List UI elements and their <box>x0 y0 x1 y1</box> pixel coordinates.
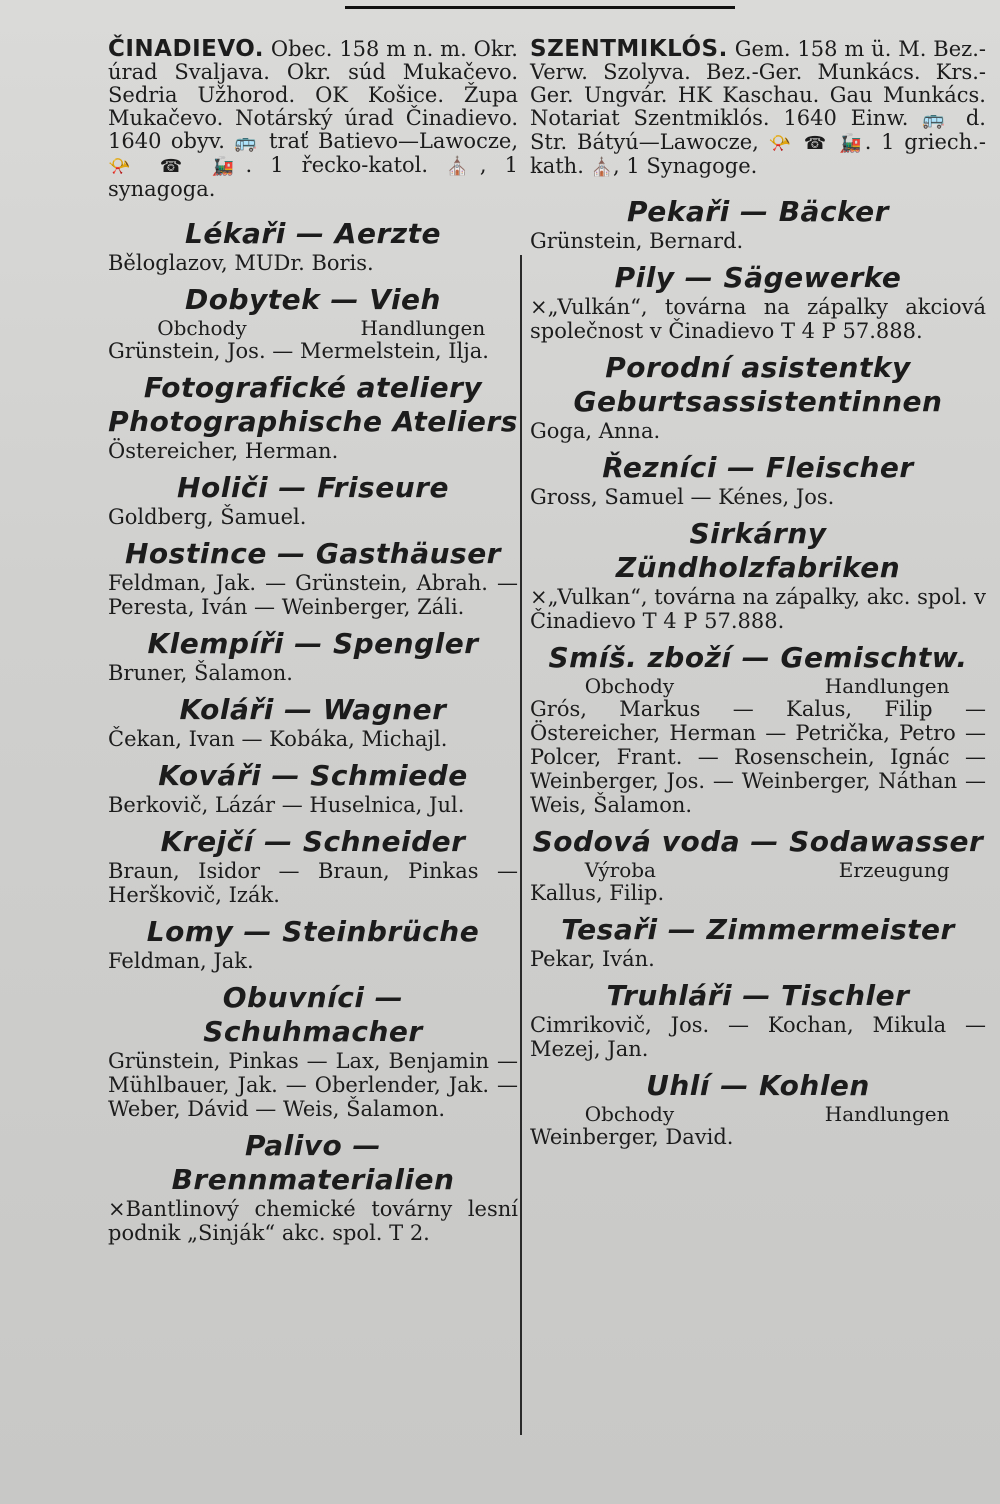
town-synagogue-text: , 1 Synagoge. <box>613 154 758 178</box>
directory-section <box>530 825 986 905</box>
section-entries: Běloglazov, MUDr. Boris. <box>108 251 374 275</box>
subheading-german: Handlungen <box>824 1102 950 1126</box>
subheading-german: Handlungen <box>824 674 950 698</box>
section-entries: Berkovič, Lázár — Huselnica, Jul. <box>108 793 465 817</box>
section-subheading <box>530 1103 986 1125</box>
section-heading-secondary: Geburtsassistentinnen <box>573 385 943 418</box>
section-entries: Grünstein, Bernard. <box>530 229 744 253</box>
subheading-czech: Obchody <box>157 316 247 340</box>
subheading-czech: Obchody <box>584 1102 675 1126</box>
town-description: Obec. 158 m n. m. Okr. úrad Svaljava. Okr. súd Mukačevo. Sedria Užhorod. OK Košice. Župa Mukačevo. Notárský úrad Činadievo. 1640 obyv. <box>108 37 518 153</box>
section-heading: Pily — Sägewerke <box>614 261 902 294</box>
section-heading-secondary: Photographische Ateliers <box>108 405 518 438</box>
section-heading: Kováři — Schmiede <box>158 759 468 792</box>
section-entries: ×„Vulkan“, továrna na zápalky, akc. spol. v Činadievo T 4 P 57.888. <box>530 585 986 633</box>
section-entries: Gross, Samuel — Kénes, Jos. <box>530 485 835 509</box>
subheading-czech: Výroba <box>584 858 656 882</box>
section-entries: Feldman, Jak. <box>108 949 254 973</box>
section-subheading <box>530 675 986 697</box>
section-heading: Sirkárny <box>689 517 827 550</box>
section-subheading <box>108 317 518 339</box>
town-church-text: . 1 řecko-katol. <box>245 153 429 177</box>
section-heading: Řezníci — Fleischer <box>602 451 914 484</box>
directory-section <box>108 1129 518 1245</box>
directory-section <box>530 979 986 1061</box>
section-entries: Grünstein, Jos. — Mermelstein, Ilja. <box>108 339 489 363</box>
directory-section <box>530 195 986 253</box>
section-heading: Dobytek — Vieh <box>185 283 441 316</box>
section-entries: Braun, Isidor — Braun, Pinkas — Herškovič, Izák. <box>108 859 518 907</box>
right-sections <box>530 195 986 1149</box>
top-rule <box>345 6 735 9</box>
subheading-german: Handlungen <box>360 316 486 340</box>
section-heading: Sodová voda — Sodawasser <box>532 825 984 858</box>
church-icon: ⛪ <box>446 156 480 177</box>
section-heading: Hostince — Gasthäuser <box>125 537 501 570</box>
directory-section <box>108 283 518 363</box>
right-column <box>530 38 986 1157</box>
directory-section <box>530 351 986 443</box>
section-heading: Holiči — Friseure <box>177 471 449 504</box>
directory-section <box>530 517 986 633</box>
town-description: Gem. 158 m ü. M. Bez.-Verw. Szolyva. Bez.-Ger. Munkács. Krs.-Ger. Ungvár. HK Kaschau. Gau Munkács. Notariat Szentmiklós. 1640 Einw. <box>530 37 986 130</box>
section-heading: Lékaři — Aerzte <box>185 217 441 250</box>
train-icon: 🚂 <box>211 156 246 177</box>
section-heading: Tesaři — Zimmermeister <box>561 913 955 946</box>
church-icon: ⛪ <box>590 157 613 178</box>
section-heading: Obuvníci — Schuhmacher <box>203 981 423 1048</box>
town-synagogue-text: , 1 synagoga. <box>108 153 519 201</box>
section-entries: Pekar, Iván. <box>530 947 655 971</box>
directory-section <box>530 641 986 817</box>
telegraph-icon: ☎ <box>803 133 830 154</box>
section-entries: Bruner, Šalamon. <box>108 661 293 685</box>
directory-section <box>530 261 986 343</box>
telegraph-icon: ☎ <box>159 156 194 177</box>
section-entries: Weinberger, David. <box>530 1125 734 1149</box>
bus-icon: 🚌 <box>922 109 952 130</box>
section-entries: Goldberg, Šamuel. <box>108 505 307 529</box>
directory-section <box>108 627 518 685</box>
bus-icon: 🚌 <box>234 132 260 153</box>
column-divider <box>520 255 522 1435</box>
section-heading: Porodní asistentky <box>605 351 911 384</box>
directory-section <box>108 825 518 907</box>
section-entries: Kallus, Filip. <box>530 881 665 905</box>
town-route: d. Str. Bátyú—Lawocze, <box>530 106 986 154</box>
town-route: trať Batievo—Lawocze, <box>269 129 518 153</box>
section-heading: Truhláři — Tischler <box>606 979 910 1012</box>
section-heading: Smíš. zboží — Gemischtw. <box>548 641 968 674</box>
section-entries: Goga, Anna. <box>530 419 661 443</box>
section-entries: Grós, Markus — Kalus, Filip — Östereicher, Herman — Petrička, Petro — Polcer, Frant. — Rosenschein, Ignác — Weinberger, Jos. — Weinberger, Náthan — Weis, Šalamon. <box>530 697 986 817</box>
directory-section <box>530 913 986 971</box>
left-sections <box>108 217 518 1245</box>
directory-section <box>108 537 518 619</box>
directory-section <box>108 371 518 463</box>
section-entries: ×„Vulkán“, továrna na zápalky akciová společnost v Činadievo T 4 P 57.888. <box>530 295 986 343</box>
section-entries: Grünstein, Pinkas — Lax, Benjamin — Mühlbauer, Jak. — Oberlender, Jak. — Weber, Dávid — Weis, Šalamon. <box>108 1049 518 1121</box>
town-header-czech <box>108 38 518 201</box>
section-entries: Čekan, Ivan — Kobáka, Michajl. <box>108 727 448 751</box>
section-entries: Östereicher, Herman. <box>108 439 339 463</box>
section-heading: Palivo — Brennmaterialien <box>171 1129 455 1196</box>
town-church-text: . 1 griech.-kath. <box>530 130 986 178</box>
town-name: ČINADIEVO. <box>108 36 265 62</box>
train-icon: 🚂 <box>839 133 865 154</box>
section-heading: Lomy — Steinbrüche <box>146 915 480 948</box>
town-name: SZENTMIKLÓS. <box>530 36 728 62</box>
section-entries: Cimrikovič, Jos. — Kochan, Mikula — Mezej, Jan. <box>530 1013 986 1061</box>
section-entries: ×Bantlinový chemické továrny lesní podnik „Sinják“ akc. spol. T 2. <box>108 1197 518 1245</box>
section-heading: Pekaři — Bäcker <box>627 195 889 228</box>
directory-section <box>108 981 518 1121</box>
section-heading: Uhlí — Kohlen <box>646 1069 870 1102</box>
section-entries: Feldman, Jak. — Grünstein, Abrah. — Peresta, Iván — Weinberger, Záli. <box>108 571 518 619</box>
subheading-german: Erzeugung <box>838 858 950 882</box>
section-heading-secondary: Zündholzfabriken <box>615 551 901 584</box>
section-heading: Klempíři — Spengler <box>147 627 479 660</box>
directory-section <box>108 471 518 529</box>
town-header-german <box>530 38 986 179</box>
post-horn-icon: 📯 <box>108 156 142 177</box>
section-heading: Koláři — Wagner <box>179 693 447 726</box>
directory-section <box>108 693 518 751</box>
section-heading: Krejčí — Schneider <box>160 825 466 858</box>
directory-section <box>108 217 518 275</box>
post-horn-icon: 📯 <box>768 133 795 154</box>
left-column <box>108 38 518 1253</box>
subheading-czech: Obchody <box>584 674 675 698</box>
directory-section <box>530 451 986 509</box>
section-subheading <box>530 859 986 881</box>
directory-section <box>108 759 518 817</box>
directory-section <box>530 1069 986 1149</box>
directory-section <box>108 915 518 973</box>
section-heading: Fotografické ateliery <box>143 371 483 404</box>
